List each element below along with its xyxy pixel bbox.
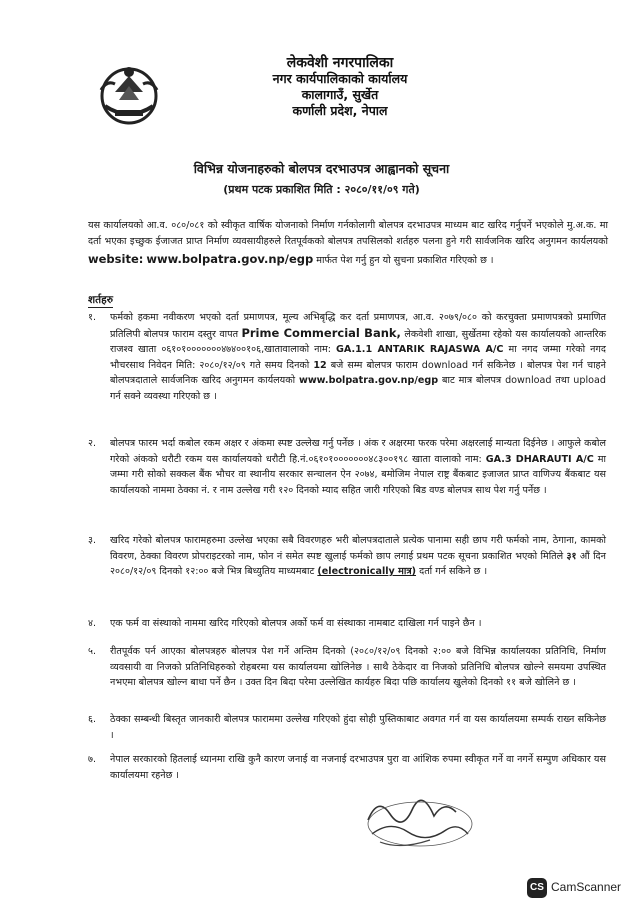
electronic-only: (electronically मात्र) xyxy=(317,566,417,578)
item-text: मा जम्मा गरी सोको सक्कल बैंक भौचर वा स्थानीय सरकार सन्चालन ऐन २०७४, बमोजिम नेपाल राष्ट्र बैंकबाट इजाजत प्राप्त वाणिज्य बैंकबाट यस कार्यालयको नाममा ठेक्का नं. र नाम उल्लेख गरी १२० दिनको म्याद सहित जारी गरिएको बिड वण्ड बोलपत्र साथ पेश गर्नु पर्नेछ । xyxy=(110,453,606,496)
item-number: ४. xyxy=(88,618,97,629)
province-name: कर्णाली प्रदेश, नेपाल xyxy=(292,103,388,118)
item-text: नेपाल सरकारको हितलाई ध्यानमा राखि कुनै कारण जनाई वा नजनाई दरभाउपत्र पुरा वा आंशिक रुपमा स्वीकृत गर्ने वा नगर्ने सम्पुण अधिकार यस कार्यालयमा रहनेछ । xyxy=(110,754,606,781)
item-number: ३. xyxy=(88,535,97,546)
item-text: एक फर्म वा संस्थाको नाममा खरिद गरिएको बोलपत्र अर्को फर्म वा संस्थाका नामबाट दाखिला गर्न पाइने छैन । xyxy=(110,618,482,629)
item-text: लेकवेशी शाखा, सुर्खेतमा रहेको यस कार्यालयको आन्तरिक राजश्व खाता ०६१०१०००००००४७४००१०६,खातावालाको नाम: xyxy=(110,328,606,356)
item-text: औं दिन २०८०/१२/०९ दिनको १२:०० बजे भित्र बिध्युतिय माध्यमबाट xyxy=(110,550,606,578)
item-number: १. xyxy=(88,312,97,323)
account-name: GA.1.1 ANTARIK RAJASWA A/C xyxy=(336,344,504,356)
conditions-heading: शर्तहरु xyxy=(88,294,113,306)
condition-item-5 xyxy=(88,644,606,691)
municipality-name: लेकवेशी नगरपालिका xyxy=(286,55,394,71)
account-name: GA.3 DHARAUTI A/C xyxy=(485,453,594,465)
condition-item-2 xyxy=(88,436,606,498)
item-text: मा नगद जम्मा गरेको नगद भौचरसाथ निवेदन मिति: २०८०/१२/०९ गते समय दिनको xyxy=(110,344,606,371)
days-count: ३१ xyxy=(566,550,577,562)
item-text: ठेक्का सम्बन्धी बिस्तृत जानकारी बोलपत्र फाराममा उल्लेख गरिएको हुंदा सोही पुस्तिकाबाट अवगत गर्न वा यस कार्यालयमा सम्पर्क राख्न सकिनेछ । xyxy=(110,714,606,741)
notice-subtitle: (प्रथम पटक प्रकाशित मिति : २०८०/११/०९ गते) xyxy=(223,183,420,196)
item-text: दर्ता गर्न सकिने छ । xyxy=(419,566,488,578)
bank-name: Prime Commercial Bank, xyxy=(241,325,401,340)
website-label: website: xyxy=(88,251,144,266)
item-text: खरिद गरेको बोलपत्र फारामहरुमा उल्लेख भएका सबै विवरणहरु भरी बोलपत्रदाताले प्रत्येक पानामा सही छाप गरी फर्मको नाम, ठेगाना, कामको विवरण, ठेक्का विवरण प्रोपराइटरको नाम, फोन नं समेत स्पष्ट खुलाई फर्मको छाप लगाई प्रथम पटक सूचना प्रकाशित भएको मितिले xyxy=(110,535,606,562)
website-link[interactable]: www.bolpatra.gov.np/egp xyxy=(298,375,439,387)
intro-text: यस कार्यालयको आ.व. ०८०/०८१ को स्वीकृत वार्षिक योजनाको निर्माण गर्नकोलागी बोलपत्र दरभाउपत्र माध्यम बाट खरिद गर्नुपर्ने भएकोले मु.अ.क. मा दर्ता भएका इच्छुक ईजाजत प्राप्त निर्माण व्यवसायीहरुले रितपूर्वकको बोलपत्र तपसिलको शर्तहरु पलना हुने गरी सार्वजनिक खरिद अनुगमन कार्यलयको xyxy=(88,220,608,248)
item-number: ५. xyxy=(88,646,97,657)
item-text: रीतपूर्वक पर्न आएका बोलपत्रहरु बोलपत्र पेश गर्ने अन्तिम दिनको (२०८०/१२/०९ दिनको २:०० बजे विभिन्न कार्यालयका प्रतिनिधि, निर्माण व्यवसायी वा निजको प्रतिनिधिहरुको रोहबरमा यस कार्यालयमा खोलिनेछ । साथै ठेकेदार वा निजको प्रतिनिधि बोलपत्र खोल्ने समयमा उपस्थित नभएमा बोलपत्र खोल्न बाधा पर्ने छैन । उक्त दिन बिदा परेमा उल्लेखित कार्यहरु बिदा पछि कार्यालय खुलेको दिनको ११ बजे खोलिने छ । xyxy=(110,646,606,689)
office-address: कालागाउँ, सुर्खेत xyxy=(301,87,379,102)
item-text: बजे सम्म बोलपत्र फाराम download गर्न सकिनेछ । बोलपत्र पेश गर्न चाहने बोलपत्रदाताले सार्वजनिक खरिद अनुगमन कार्यलयको xyxy=(110,359,606,387)
condition-item-4 xyxy=(88,616,606,632)
deadline-time: 12 xyxy=(313,359,327,371)
intro-paragraph xyxy=(88,218,608,269)
office-name: नगर कार्यपालिकाको कार्यालय xyxy=(272,71,408,86)
camscanner-brand: CamScanner xyxy=(551,880,622,894)
notice-title: विभिन्न योजनाहरुको बोलपत्र दरभाउपत्र आह्वानको सूचना xyxy=(193,161,450,176)
office-header xyxy=(240,55,440,119)
condition-item-3 xyxy=(88,533,606,580)
item-number: ७. xyxy=(88,754,97,765)
intro-text-end: मार्फत पेश गर्नु हुन यो सुचना प्रकाशित गरिएको छ । xyxy=(316,254,494,266)
condition-item-6 xyxy=(88,712,606,743)
condition-item-1 xyxy=(88,310,606,405)
item-number: ६. xyxy=(88,714,97,725)
signature-stamp-icon xyxy=(360,790,480,852)
item-number: २. xyxy=(88,438,97,449)
nepal-emblem-icon xyxy=(95,62,163,128)
item-text: बाट मात्र बोलपत्र download तथा upload गर्न सक्ने व्यवस्था गरिएको छ । xyxy=(110,375,606,402)
item-text: फर्मको हकमा नवीकरण भएको दर्ता प्रमाणपत्र, मूल्य अभिबृद्धि कर दर्ता प्रमाणपत्र, आ.व. २०७९/०८० को करचुक्ता प्रमाणपत्रको प्रमाणित प्रतिलिपी बोलपत्र फाराम दस्तुर वापत xyxy=(110,312,606,340)
item-text: बोलपत्र फारम भर्दा कबोल रकम अक्षर र अंकमा स्पष्ट उल्लेख गर्नु पर्नेछ । अंक र अक्षरमा फरक परेमा अक्षरलाई मान्यता दिईनेछ । आफुले कबोल गरेको अंकको धरौटी रकम यस कार्यालयको धरौटी हि.नं.०६१०१०००००००४८३००१९८ खाता वालाको नाम: xyxy=(110,438,606,465)
website-link[interactable]: www.bolpatra.gov.np/egp xyxy=(146,251,314,266)
condition-item-7 xyxy=(88,752,606,783)
camscanner-logo-icon: CS xyxy=(527,878,547,898)
